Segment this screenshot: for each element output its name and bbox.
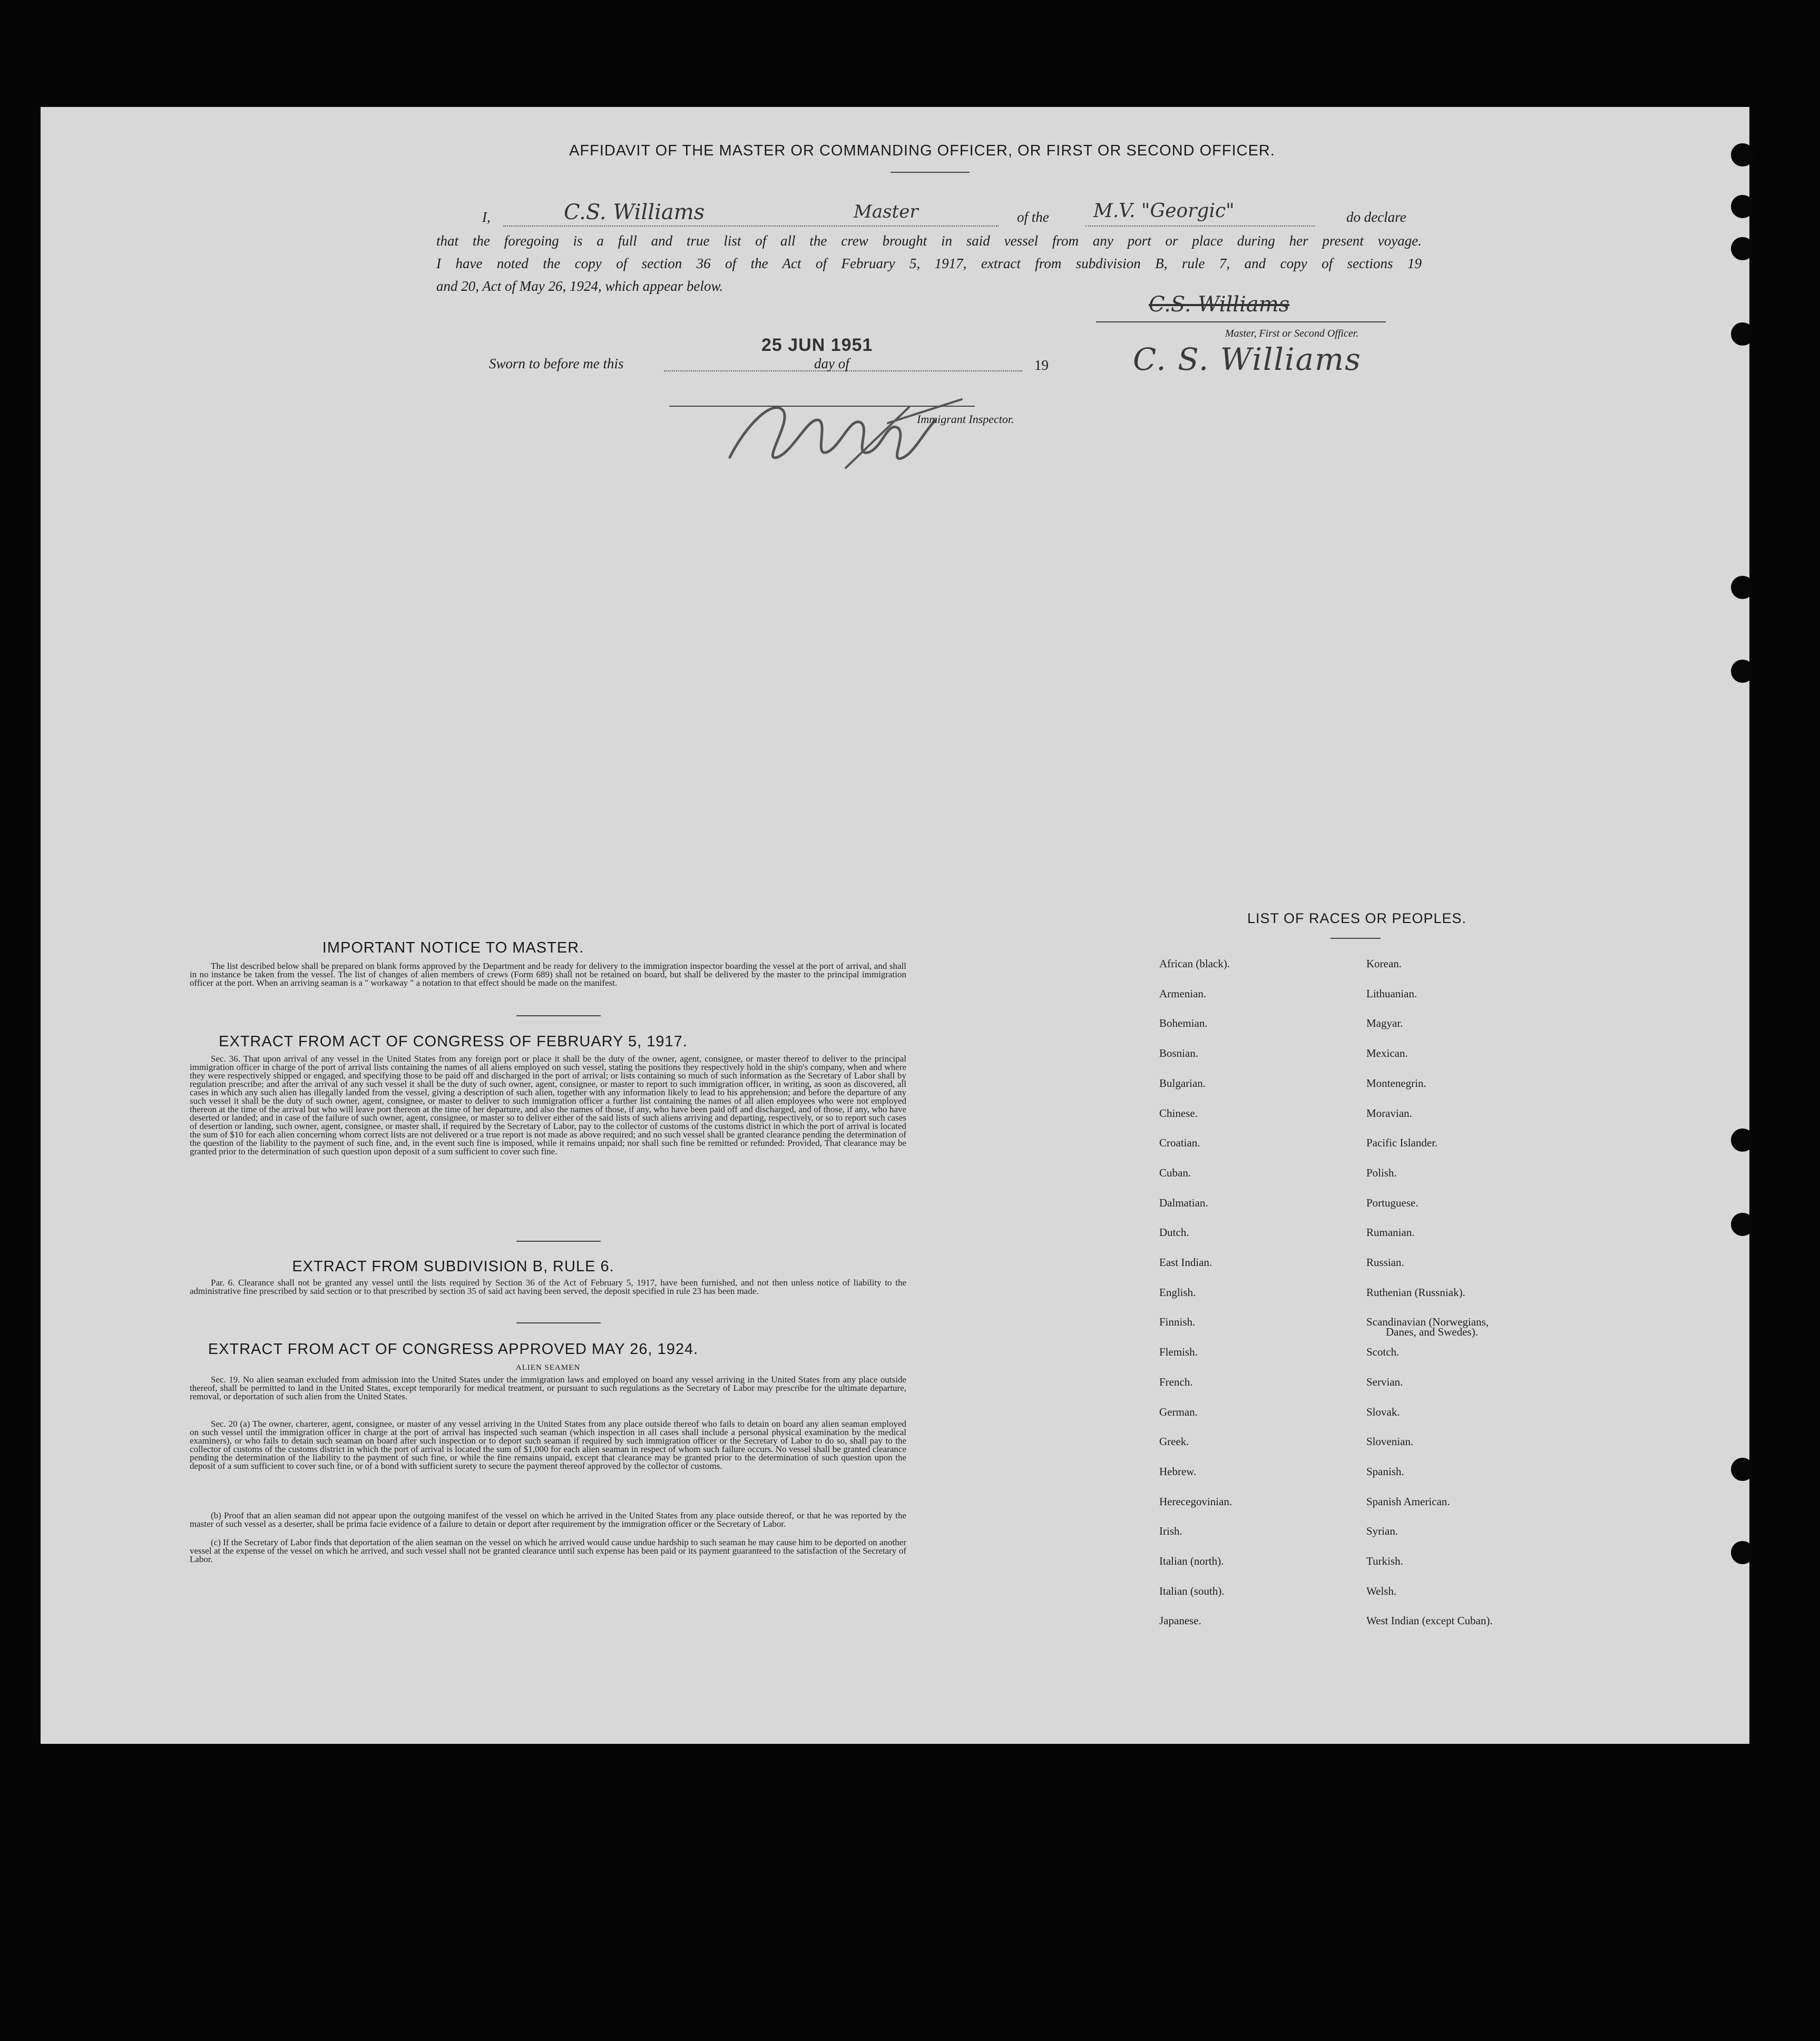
binder-hole bbox=[1731, 576, 1754, 599]
binder-hole bbox=[1731, 195, 1754, 218]
signature-caption: Master, First or Second Officer. bbox=[1225, 328, 1359, 339]
binder-hole bbox=[1731, 322, 1754, 346]
master-name-handwritten: C.S. Williams bbox=[564, 200, 705, 224]
affidavit-title: AFFIDAVIT OF THE MASTER OR COMMANDING OFFICER, OR FIRST OR SECOND OFFICER. bbox=[569, 142, 1275, 159]
race-item: Lithuanian. bbox=[1366, 987, 1417, 1000]
divider bbox=[516, 1015, 601, 1016]
race-item: Chinese. bbox=[1159, 1106, 1198, 1120]
race-item: Moravian. bbox=[1366, 1106, 1412, 1120]
binder-hole bbox=[1731, 143, 1754, 166]
race-item: Rumanian. bbox=[1366, 1226, 1415, 1239]
race-item: Slovak. bbox=[1366, 1405, 1400, 1418]
notice-body: The list described below shall be prepared on blank forms approved by the Department and be ready for delivery to the immigration inspector boarding the vessel at the port of arrival, and shall in no instance be taken from the vessel. The list of changes of alien members of crews (Form 689) shall not be retained on board, but shall be delivered by the master to the principal immigration officer at the port. When an arriving seaman is a " workaway " a notation to that effect should be made on the manifest. bbox=[190, 961, 906, 988]
race-item: Bosnian. bbox=[1159, 1047, 1199, 1060]
fill-line bbox=[503, 225, 999, 227]
rank-handwritten: Master bbox=[854, 201, 918, 222]
inspector-caption: Immigrant Inspector. bbox=[917, 413, 1014, 426]
race-item: Danes, and Swedes). bbox=[1386, 1326, 1478, 1338]
rule6-title: EXTRACT FROM SUBDIVISION B, RULE 6. bbox=[292, 1258, 614, 1275]
binder-hole bbox=[1731, 660, 1754, 683]
race-item: Finnish. bbox=[1159, 1316, 1196, 1329]
binder-hole bbox=[1731, 1458, 1754, 1481]
rule6-body: Par. 6. Clearance shall not be granted any vessel until the lists required by Section 36 of the Act of February 5, 1917, have been furnished, and not then unless notice of liability to the administrative fine prescribed by said section or to that prescribed by section 35 of said act having been served, the deposit specified in rule 23 has been made. bbox=[190, 1278, 906, 1296]
sec19-body: Sec. 19. No alien seaman excluded from admission into the United States under the immigration laws and employed on board any vessel arriving in the United States from any place outside thereof, shall be permitted to land in the United States, except temporarily for medical treatment, or pursuant to such regulations as the Secretary of Labor may prescribe for the ultimate departure, removal, or deportation of such alien from the United States. bbox=[190, 1375, 906, 1401]
race-item: Portuguese. bbox=[1366, 1196, 1418, 1209]
race-item: Irish. bbox=[1159, 1525, 1182, 1538]
divider bbox=[1330, 938, 1381, 939]
race-item: Bulgarian. bbox=[1159, 1076, 1206, 1090]
race-item: Syrian. bbox=[1366, 1525, 1398, 1538]
race-item: Flemish. bbox=[1159, 1346, 1198, 1359]
affidavit-line-3: I have noted the copy of section 36 of the Act of February 5, 1917, extract from subdivision B, rule 7, and copy of sections 19 bbox=[436, 256, 1422, 271]
year-label: 19 bbox=[1034, 357, 1049, 373]
sec20b-body: (b) Proof that an alien seaman did not appear upon the outgoing manifest of the vessel on which he arrived in the United States from any place outside thereof, or that he was reported by the master of such vessel as a deserter, shall be prima facie evidence of a failure to detain or deport after requirement by the immigration officer or the Secretary of Labor. bbox=[190, 1510, 906, 1529]
affidavit-declare: do declare bbox=[1346, 209, 1406, 225]
vessel-name-handwritten: M.V. "Georgic" bbox=[1093, 200, 1235, 222]
races-title: LIST OF RACES OR PEOPLES. bbox=[1247, 910, 1467, 926]
sec20c-body: (c) If the Secretary of Labor finds that deportation of the alien seaman on the vessel on which he arrived would cause undue hardship to such seaman he may cause him to be deported on another vessel at the expense of the vessel on which he arrived, and such vessel shall not be granted clearance until such expense has been paid or its payment guaranteed to the satisfaction of the Secretary of Labor. bbox=[190, 1537, 906, 1564]
fill-line bbox=[1085, 225, 1315, 227]
divider bbox=[891, 172, 970, 173]
affidavit-of-the: of the bbox=[1017, 209, 1049, 225]
notice-title: IMPORTANT NOTICE TO MASTER. bbox=[322, 939, 584, 956]
race-item: Italian (south). bbox=[1159, 1584, 1225, 1597]
race-item: Slovenian. bbox=[1366, 1435, 1414, 1448]
race-item: East Indian. bbox=[1159, 1256, 1212, 1269]
race-item: Bohemian. bbox=[1159, 1017, 1208, 1030]
binder-hole bbox=[1731, 237, 1754, 260]
race-item: Japanese. bbox=[1159, 1614, 1201, 1627]
signature-line bbox=[1096, 321, 1386, 322]
race-item: Polish. bbox=[1366, 1166, 1397, 1179]
binder-hole bbox=[1731, 1541, 1754, 1564]
race-item: Croatian. bbox=[1159, 1136, 1200, 1150]
race-item: Spanish. bbox=[1366, 1465, 1404, 1478]
binder-hole bbox=[1731, 1213, 1754, 1236]
signature-typed: C.S. Williams bbox=[1149, 292, 1290, 317]
race-item: Montenegrin. bbox=[1366, 1076, 1426, 1090]
race-item: Russian. bbox=[1366, 1256, 1404, 1269]
race-item: French. bbox=[1159, 1375, 1193, 1388]
race-item: German. bbox=[1159, 1405, 1198, 1418]
divider bbox=[516, 1322, 601, 1323]
race-item: Scandinavian (Norwegians, bbox=[1366, 1316, 1489, 1329]
extract-1917-title: EXTRACT FROM ACT OF CONGRESS OF FEBRUARY 5, 1917. bbox=[219, 1033, 688, 1050]
race-item: Scotch. bbox=[1366, 1346, 1400, 1359]
race-item: Cuban. bbox=[1159, 1166, 1191, 1179]
date-stamp: 25 JUN 1951 bbox=[761, 335, 873, 355]
sec20a-body: Sec. 20 (a) The owner, charterer, agent, consignee, or master of any vessel arriving in the United States from any place outside thereof who fails to detain on board any alien seaman employed on such vessel until the immigration officer in charge at the port of arrival has inspected such seaman (which inspection in all cases shall include a personal physical examination by the medical examiners), or who fails to detain such seaman on board after such inspection or to deport such seaman if required by such immigration officer or the Secretary of Labor to do so, shall pay to the collector of customs of the customs district in which the port of arrival is located the sum of $1,000 for each alien seaman in respect of whom such failure occurs. No vessel shall be granted clearance pending the determination of the liability to the payment of such fine, or while the fine remains unpaid, except that clearance may be granted prior to the determination of such question upon the deposit of a sum sufficient to cover such fine, or of a bond with sufficient surety to secure the payment thereof approved by the collector of customs. bbox=[190, 1419, 906, 1471]
race-item: Pacific Islander. bbox=[1366, 1136, 1438, 1150]
race-item: Dalmatian. bbox=[1159, 1196, 1208, 1209]
race-item: Greek. bbox=[1159, 1435, 1189, 1448]
race-item: Spanish American. bbox=[1366, 1495, 1450, 1508]
race-item: African (black). bbox=[1159, 957, 1230, 970]
race-item: Italian (north). bbox=[1159, 1555, 1224, 1567]
race-item: English. bbox=[1159, 1286, 1196, 1299]
race-item: Armenian. bbox=[1159, 987, 1207, 1000]
race-item: Korean. bbox=[1366, 957, 1402, 970]
affidavit-i: I, bbox=[482, 209, 491, 225]
race-item: Hebrew. bbox=[1159, 1465, 1197, 1478]
affidavit-line-4: and 20, Act of May 26, 1924, which appear below. bbox=[436, 278, 723, 294]
extract-1924-title: EXTRACT FROM ACT OF CONGRESS APPROVED MAY 26, 1924. bbox=[208, 1341, 699, 1358]
affidavit-line-2: that the foregoing is a full and true list of all the crew brought in said vessel from any port or place during her present voyage. bbox=[436, 233, 1422, 249]
divider bbox=[516, 1241, 601, 1242]
race-item: Turkish. bbox=[1366, 1555, 1403, 1567]
sworn-label: Sworn to before me this bbox=[489, 356, 624, 371]
race-item: Welsh. bbox=[1366, 1584, 1397, 1597]
race-item: Mexican. bbox=[1366, 1047, 1408, 1060]
race-item: Dutch. bbox=[1159, 1226, 1189, 1239]
binder-hole bbox=[1731, 1129, 1754, 1152]
race-item: Herecegovinian. bbox=[1159, 1495, 1232, 1508]
day-of-label: day of bbox=[814, 356, 849, 371]
signature-handwritten: C. S. Williams bbox=[1133, 341, 1362, 377]
alien-seamen-subtitle: ALIEN SEAMEN bbox=[515, 1363, 581, 1372]
extract-1917-body: Sec. 36. That upon arrival of any vessel in the United States from any foreign port or place it shall be the duty of the owner, agent, consignee, or master thereof to deliver to the principal immigration officer in charge of the port of arrival lists containing the names of all aliens employed on such vessel, stating the positions they respectively hold in the ship's company, when and where they were respectively shipped or engaged, and specifying those to be paid off and discharged in the port of arrival; or lists containing so much of such information as the Secretary of Labor shall by regulation prescribe; and after the arrival of any such vessel it shall be the duty of such owner, agent, consignee, or master to report to such immigration officer, in writing, as soon as discovered, all cases in which any such alien has illegally landed from the vessel, giving a description of such alien, together with any information likely to lead to his apprehension; and before the departure of any such vessel it shall be the duty of such owner, agent, consignee, or master to deliver to such immigration officer a further list containing the names of all alien employees who were not employed thereon at the time of the arrival but who will leave port thereon at the time of her departure, and also the names of those, if any, who have been paid off and discharged, and of those, if any, who have deserted or landed; and in case of the failure of such owner, agent, consignee, or master so to deliver either of the said lists of such aliens arriving and departing, respectively, or so to report such cases of desertion or landing, such owner, agent, consignee, or master shall, if required by the Secretary of Labor, pay to the collector of customs of the customs district in which the port of arrival is located the sum of $10 for each alien concerning whom correct lists are not delivered or a true report is not made as above required; and no such vessel shall be granted clearance pending the determination of the question of the liability to the payment of such fine, and, in the event such fine is imposed, while it remains unpaid; nor shall such fine be remitted or refunded: Provided, That clearance may be granted prior to the determination of such question upon deposit of a sum sufficient to cover such fine. bbox=[190, 1054, 906, 1156]
race-item: West Indian (except Cuban). bbox=[1366, 1614, 1493, 1627]
race-item: Magyar. bbox=[1366, 1017, 1403, 1030]
race-item: Servian. bbox=[1366, 1375, 1403, 1388]
race-item: Ruthenian (Russniak). bbox=[1366, 1286, 1465, 1299]
